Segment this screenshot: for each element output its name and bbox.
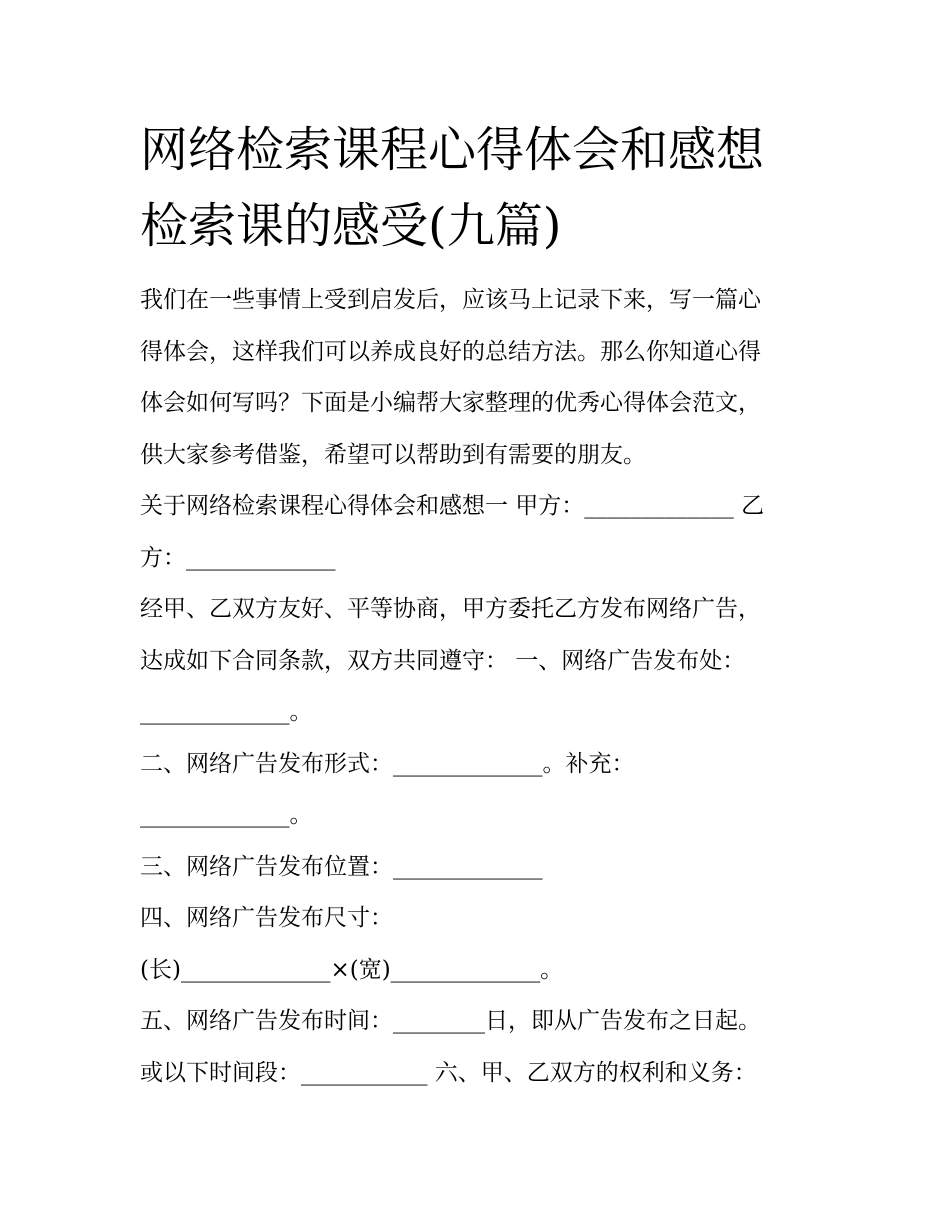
body-line: 供大家参考借鉴，希望可以帮助到有需要的朋友。	[140, 441, 646, 468]
body-line: 得体会，这样我们可以养成良好的总结方法。那么你知道心得	[140, 338, 761, 365]
body-line: 我们在一些事情上受到启发后，应该马上记录下来，写一篇心	[140, 287, 761, 313]
body-line: 经甲、乙双方友好、平等协商，甲方委托乙方发布网络广告，	[140, 596, 761, 622]
body-line: _____________。	[140, 699, 313, 725]
body-line: 五、网络广告发布时间：________日，即从广告发布之日起。	[140, 1008, 761, 1034]
body-line: 二、网络广告发布形式：_____________。补充：	[140, 750, 635, 777]
body-line: (长)_____________×(宽)_____________。	[140, 956, 564, 983]
body-line: 方：_____________	[140, 544, 336, 571]
body-line: 或以下时间段：___________ 六、甲、乙双方的权利和义务：	[140, 1059, 757, 1086]
body-line: 三、网络广告发布位置：_____________	[140, 853, 543, 880]
document-title	[140, 112, 840, 264]
body-line: _____________。	[140, 802, 313, 828]
title-line-2: 检索课的感受(九篇)	[140, 198, 562, 254]
body-line: 体会如何写吗？下面是小编帮大家整理的优秀心得体会范文，	[140, 390, 761, 416]
body-line: 达成如下合同条款，双方共同遵守： 一、网络广告发布处：	[140, 647, 746, 674]
body-line: 四、网络广告发布尺寸：	[140, 905, 393, 931]
title-line-1: 网络检索课程心得体会和感想	[140, 122, 765, 178]
document-body	[140, 275, 820, 1099]
body-line: 关于网络检索课程心得体会和感想一 甲方：_____________ 乙	[140, 493, 765, 519]
